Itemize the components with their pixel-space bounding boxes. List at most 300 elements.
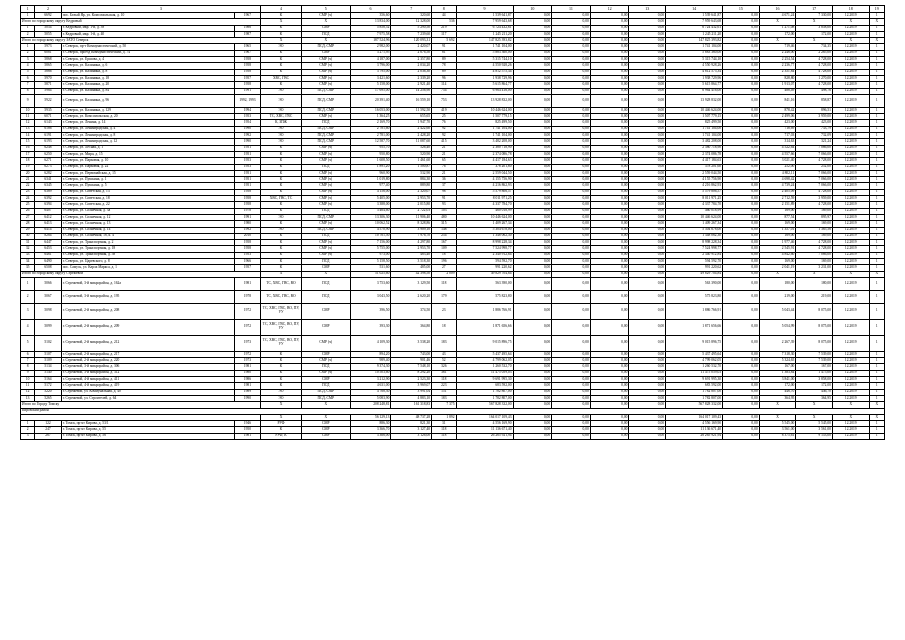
table-body [21,6,885,440]
table-cell: 0,00 [513,170,552,176]
table-cell: 3 366,70 [350,427,391,433]
table-cell: 0,00 [723,427,760,433]
table-cell: СМР (ч) [301,114,350,120]
table-cell: 0,00 [723,139,760,145]
table-cell: ПСД, СМР [301,107,350,113]
table-cell: 1951 [234,145,260,151]
table-cell: 223 [432,383,456,389]
table-cell: 0,00 [629,126,666,132]
table-cell: 10 446 624,00 [456,214,513,220]
table-cell: 180,00 [796,277,833,290]
table-cell: 12.2019 [832,246,869,252]
table-cell: 6392 [35,196,61,202]
table-cell: 11 475 059,03 [666,370,723,376]
table-cell: 0,00 [590,139,629,145]
table-cell: 5935 [35,107,61,113]
table-cell: 520,90 [391,151,432,157]
table-cell: 148 [432,227,456,233]
table-cell: ПСД [301,164,350,170]
table-cell: 0,00 [590,158,629,164]
table-cell: 5 858,52 [350,25,391,31]
table-cell: г. Северск, ул. Советская, д. 18 [61,196,234,202]
table-cell: 1 [869,75,884,81]
table-cell: 1 [869,252,884,258]
table-cell: 109 [432,246,456,252]
table-cell: 8 075,00 [796,335,833,351]
table-cell: 0,00 [590,44,629,50]
table-cell: 6081 [35,50,61,56]
table-cell: 12.2019 [832,303,869,319]
table-cell: 1 500,87 [391,164,432,170]
table-cell: 169,00 [796,208,833,214]
table-cell: X [796,271,833,277]
table-cell: 28 [21,221,35,227]
table-cell: ЭО [261,94,302,107]
table-cell: 9 015 896,75 [666,335,723,351]
table-cell: 1 [869,145,884,151]
table-cell: 732,09 [796,133,833,139]
table-cell: 0,00 [723,364,760,370]
table-cell: 0,00 [552,303,591,319]
table-cell: 12.2019 [832,82,869,88]
table-cell: 575 823,80 [666,290,723,303]
table-cell: 103 [432,208,456,214]
table-cell: 0,00 [723,19,760,25]
table-row [21,319,885,335]
table-cell: СМР (ч) [301,82,350,88]
table-cell: 5164 [35,377,61,383]
table-cell: г. Северск, ул. Парковая, д. 10 [61,158,234,164]
table-cell: X [261,414,302,420]
table-cell: 0,00 [513,421,552,427]
table-cell: 4 739,24 [759,183,796,189]
table-cell: 219 [432,25,456,31]
table-cell: Итого по городскому округу Стрежевой [21,271,261,277]
table-cell: 161 318,83 [391,402,432,408]
table-cell: X [301,402,350,408]
table-cell: X [759,414,796,420]
table-cell: X [759,38,796,44]
table-cell: 0,00 [590,290,629,303]
table-cell: ТС, ХВС, ГВС, ВО, ПУ, УУ [261,319,302,335]
table-cell: 6414 [35,227,61,233]
table-cell: 12.2019 [832,170,869,176]
table-cell: 1 [869,389,884,395]
table-cell: 0,00 [513,38,552,44]
table-cell: 12.2019 [832,133,869,139]
table-cell: X [301,414,350,420]
table-cell: 1 741 104,00 [456,126,513,132]
table-cell: 0,00 [590,208,629,214]
table-cell: 12.2019 [832,351,869,357]
table-cell: 1 [869,246,884,252]
table-cell: 0,00 [629,120,666,126]
table-cell: ЭО [261,389,302,395]
table-cell: ПСД, СМР [301,389,350,395]
table-cell: 3 [21,303,35,319]
table-cell: 13 834,00 [350,19,391,25]
table-cell: 0,00 [513,145,552,151]
table-cell: 12.2019 [832,252,869,258]
table-cell: 196 [432,258,456,264]
table-cell: 480 [432,214,456,220]
table-cell: 0,00 [723,44,760,50]
table-cell: 91 [432,196,456,202]
table-cell: 1951 [234,177,260,183]
table-cell: 172,00 [759,31,796,37]
table-cell: 12.2019 [832,227,869,233]
table-cell: 26 265 921,94 [456,433,513,439]
table-cell: 1958 [234,246,260,252]
table-cell: 4 109,30 [350,335,391,351]
table-cell: ПСД, СМР [301,126,350,132]
table-cell: 1 [21,277,35,290]
table-cell: 172,00 [796,383,833,389]
table-cell: 12.2019 [832,189,869,195]
table-cell: 0,00 [590,351,629,357]
table-cell: 1 [869,107,884,113]
table-cell: 0,00 [723,107,760,113]
table-cell: 43 [432,351,456,357]
table-cell: ПСД [301,383,350,389]
table-cell: К [261,57,302,63]
table-cell: г. Стрежевой, 4-й микрорайон, д. 419 [61,383,234,389]
table-cell: 5265 [35,395,61,401]
table-cell: 531,60 [350,265,391,271]
table-cell: 1 891,20 [350,164,391,170]
table-cell: 180,00 [759,277,796,290]
table-cell: 1991 [234,88,260,94]
table-cell: 4 [261,6,302,13]
table-cell: 1966 [234,258,260,264]
table-cell: 169,00 [759,208,796,214]
table-cell: 0,00 [552,358,591,364]
table-cell: 12.2019 [832,114,869,120]
table-cell: 0,00 [552,221,591,227]
table-cell: 11 136 671,40 [666,427,723,433]
table-cell: 4 728,00 [796,69,833,75]
document-page [20,5,885,440]
table-cell: 7 066,00 [796,145,833,151]
table-cell: СМР (ч) [301,240,350,246]
table-cell: 0,00 [552,44,591,50]
table-cell: 12.2019 [832,208,869,214]
table-cell: 378 201,60 [666,164,723,170]
table-cell: 0,00 [629,319,666,335]
table-cell: 6692 [35,13,61,19]
table-cell: 1 507 779,15 [666,114,723,120]
table-cell: 0,00 [513,277,552,290]
table-cell: 15 [723,6,760,13]
table-cell: 6271 [35,158,61,164]
table-cell: ПСД, СМР [301,94,350,107]
table-cell: 894,20 [350,351,391,357]
table-cell: 1990 [234,139,260,145]
table-cell: 0,00 [513,151,552,157]
table-cell: 1 [869,31,884,37]
table-cell: г. Томск, пр-кт Кирова, д. 55 [61,427,234,433]
table-cell: 6 964 416,00 [456,88,513,94]
table-cell: 118 [432,277,456,290]
table-row [21,94,885,107]
table-cell: 0,00 [590,402,629,408]
table-cell: 1 019,80 [350,177,391,183]
table-cell: 147 825 393,82 [456,38,513,44]
table-cell: 4 728,00 [796,246,833,252]
table-cell: 563 390,00 [456,277,513,290]
table-cell: 3 [61,6,260,13]
table-cell: К [261,370,302,376]
table-cell: 683 592,00 [666,383,723,389]
table-cell: г. Кедровый, мкр. 1-й, д. 39 [61,25,234,31]
table-cell: 0,00 [723,208,760,214]
table-cell: 167 [432,240,456,246]
table-cell: К [261,233,302,239]
table-cell: 7 066,00 [796,170,833,176]
table-cell: 419 [432,107,456,113]
table-cell: 5 545,00 [796,421,833,427]
table-cell: 0,00 [723,133,760,139]
table-cell: 0,00 [552,233,591,239]
table-cell: 1 [869,303,884,319]
table-cell: 96 [432,75,456,81]
table-cell: 0,00 [590,31,629,37]
table-cell: 1 [869,370,884,376]
table-cell: 0,00 [629,227,666,233]
table-cell: ПСД [301,208,350,214]
table-cell: 5 883 360,00 [666,50,723,56]
table-cell: 1 [869,433,884,439]
table-cell: 16 [759,6,796,13]
table-cell: 23 [432,303,456,319]
table-cell: 1972 [234,303,260,319]
table-cell: 0,00 [552,133,591,139]
table-cell: 13 306,30 [350,214,391,220]
table-cell: 0,00 [590,271,629,277]
table-cell: 1991 [234,214,260,220]
table-cell: 0,00 [723,214,760,220]
table-cell: 532,90 [391,170,432,176]
table-cell: 12.2019 [832,319,869,335]
table-cell: ХВС, ГВС [261,75,302,81]
table-cell: 2 254,54 [759,57,796,63]
table-cell: 3 561,00 [796,427,833,433]
table-cell: 1 385,56 [796,227,833,233]
table-cell: 0,00 [552,383,591,389]
table-cell: 0,00 [629,50,666,56]
table-cell: 4 883,10 [391,395,432,401]
table-cell: ПСД, СМР [301,214,350,220]
table-cell: 5 615 864,77 [456,82,513,88]
table-cell: 0,00 [629,303,666,319]
table-cell: 2 034,20 [391,63,432,69]
table-cell: 0,00 [629,351,666,357]
table-cell: 960,90 [350,170,391,176]
table-cell: 0,00 [513,44,552,50]
table-cell: 0,00 [552,31,591,37]
table-cell: К [261,246,302,252]
table-cell: 901,46 [391,358,432,364]
table-cell: 1 [869,25,884,31]
table-cell: 16 559,10 [391,94,432,107]
table-cell: 1 348 062,30 [456,233,513,239]
table-cell: 252,00 [759,164,796,170]
table-cell: 0,00 [590,358,629,364]
table-cell: 0,00 [513,114,552,120]
table-cell: 18 [432,252,456,258]
table-cell: X [832,19,869,25]
table-cell: 415 [432,139,456,145]
table-cell: 683 592,00 [456,383,513,389]
table-cell: 536 [432,19,456,25]
table-cell: 0,00 [552,265,591,271]
table-cell: 219,00 [796,290,833,303]
table-cell: 0,00 [590,389,629,395]
table-cell: К [261,189,302,195]
table-cell: 0,00 [590,170,629,176]
table-cell: 7 524 998,77 [666,246,723,252]
table-cell: 0,00 [552,120,591,126]
table-cell: 1 [21,13,35,19]
table-row [21,433,885,439]
table-cell: 1986 [234,377,260,383]
table-cell: 1 [869,82,884,88]
table-cell: 7 959 643,68 [666,19,723,25]
table-cell: 147 825 393,82 [666,38,723,44]
table-cell: 0,00 [629,377,666,383]
table-cell: 1972 [234,351,260,357]
table-cell: К [261,63,302,69]
table-cell: 4 557,66 [759,151,796,157]
table-cell: 32 [21,246,35,252]
table-cell: 0,00 [513,377,552,383]
table-cell: 0,00 [723,358,760,364]
table-cell: 1986 [234,25,260,31]
table-cell: 0,00 [590,183,629,189]
table-cell: 11 592,50 [391,107,432,113]
table-cell: 0,00 [629,75,666,81]
table-cell: 0,00 [552,145,591,151]
table-cell: 3 212,90 [350,377,391,383]
table-cell: 0,00 [513,50,552,56]
table-cell: 4 728,00 [796,240,833,246]
table-cell: 12.2019 [832,421,869,427]
table-cell: 5 083,90 [350,395,391,401]
table-cell: 2 420,07 [391,44,432,50]
table-cell: 594 592,70 [456,258,513,264]
table-cell: К [261,240,302,246]
table-cell: 120 093,31 [391,38,432,44]
table-cell: 0,00 [513,290,552,303]
table-cell: 2 041,19 [759,265,796,271]
table-cell: 6 724 432,61 [666,25,723,31]
table-cell: г. Северск, ул. Транспортная, д. 58 [61,252,234,258]
table-cell: 1 348 062,30 [666,233,723,239]
table-cell: 0,00 [723,402,760,408]
table-cell: 0,00 [590,19,629,25]
table-cell: 0,00 [590,57,629,63]
table-cell: 1973 [234,335,260,351]
table-cell: 16 [21,145,35,151]
table-cell: 0,00 [590,427,629,433]
table-cell: 0,00 [629,158,666,164]
table-cell: СМР (ч) [301,63,350,69]
table-cell: 6490 [35,258,61,264]
table-cell: 0,00 [629,202,666,208]
table-cell: 2 015,80 [391,202,432,208]
table-cell: 12.2019 [832,364,869,370]
table-cell: 1 [869,196,884,202]
table-cell: 5 579 806,57 [666,189,723,195]
table-cell: 1980 [234,370,260,376]
table-cell: 2 169,70 [350,120,391,126]
table-cell: 5067 [35,290,61,303]
table-cell: 0,00 [590,227,629,233]
table-cell: 0,00 [723,88,760,94]
table-cell: 10 446 624,00 [456,107,513,113]
table-cell: 0,00 [629,107,666,113]
table-cell: 4 216 862,93 [456,183,513,189]
table-cell: 267 [35,433,61,439]
table-cell: 0,00 [723,82,760,88]
table-cell: 0,00 [723,38,760,44]
table-cell: 9 691 995,30 [456,377,513,383]
table-cell: 0,00 [552,433,591,439]
table-cell: 743,00 [391,351,432,357]
table-cell: 3 991,04 [391,389,432,395]
table-cell: 10 446 624,00 [666,107,723,113]
table-cell: 11 087,60 [391,139,432,145]
table-cell: 12.2019 [832,44,869,50]
table-cell: 1957 [234,75,260,81]
table-cell: 5 755,00 [350,246,391,252]
table-cell: 0,00 [552,57,591,63]
table-cell: 0,00 [723,258,760,264]
table-cell: 22 [21,183,35,189]
table-cell: 0,00 [552,63,591,69]
table-cell: 4 216 862,93 [666,183,723,189]
table-cell: 1981 [234,383,260,389]
table-cell: 0,00 [590,433,629,439]
table-cell: 6273 [35,164,61,170]
table-cell: 1 [869,139,884,145]
table-cell: 1953 [234,164,260,170]
table-cell: 0,00 [513,233,552,239]
table-cell: 11 906,40 [391,214,432,220]
table-cell: 1987 [234,31,260,37]
table-cell: 1 [869,133,884,139]
table-cell: 2 953,70 [391,246,432,252]
table-cell: г. Северск, ул. Калинина, д. 96 [61,94,234,107]
table-cell: 895,97 [796,214,833,220]
table-cell: 0,00 [513,25,552,31]
table-cell: 1 [869,50,884,56]
table-cell: 2 722,03 [391,208,432,214]
table-cell: 48 737,28 [391,414,432,420]
table-cell: 1 [869,277,884,290]
table-cell: 1 [869,351,884,357]
table-cell: 1954 [234,120,260,126]
table-cell: 122 [35,421,61,427]
table-cell: 10 [21,377,35,383]
table-cell: 3 959,00 [796,196,833,202]
table-cell: СМР (ч) [301,69,350,75]
table-cell: 187 524,96 [350,38,391,44]
table-cell: 0,00 [552,427,591,433]
table-cell: 1 [869,377,884,383]
table-cell: 6250 [35,151,61,157]
table-cell: 1953 [234,158,260,164]
